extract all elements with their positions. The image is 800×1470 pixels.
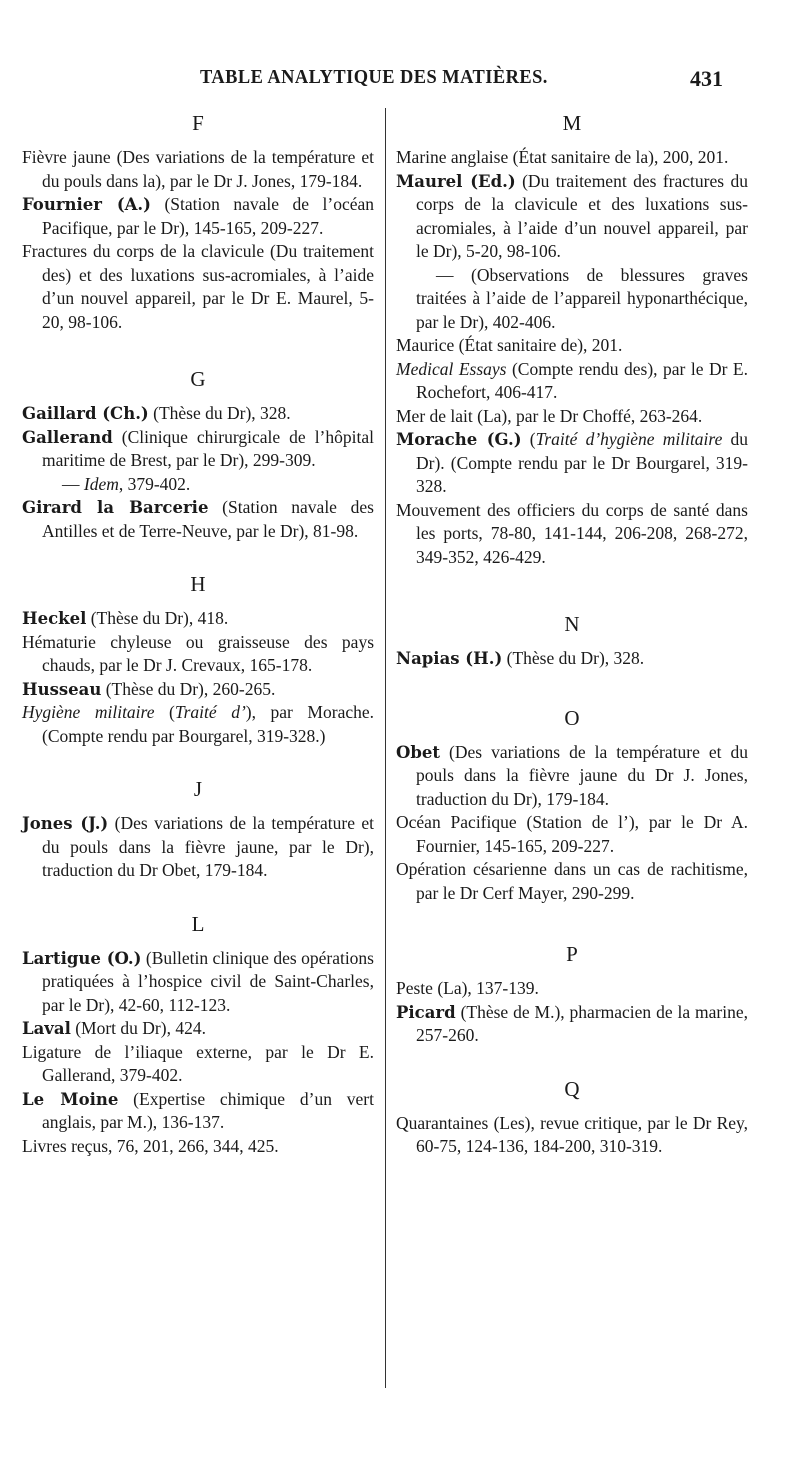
index-entry: Marine anglaise (État sanitaire de la), 200, 201. <box>396 147 729 167</box>
index-entry: Quarantaines (Les), revue critique, par le Dr Rey, 60-75, 124-136, 184-200, 310-319. <box>396 1112 748 1156</box>
section-letter-q: Q <box>564 1076 580 1101</box>
index-entry: Ligature de l’iliaque externe, par le Dr E. Gallerand, 379-402. <box>22 1041 374 1085</box>
section-letter-o: O <box>564 705 580 730</box>
index-entry: Fournier (A.) (Station navale de l’océan Pacifique, par le Dr), 145-165, 209-227. <box>22 194 374 238</box>
section-letter-m: M <box>562 111 582 135</box>
section-letter-h: H <box>190 572 206 596</box>
section-letter-f: F <box>192 111 204 135</box>
index-entry: Mer de lait (La), par le Dr Choffé, 263-264. <box>396 405 703 426</box>
index-entry: Girard la Barcerie (Station navale des Antilles et de Terre-Neuve, par le Dr), 81-98. <box>22 497 374 541</box>
index-entry: Opération césarienne dans un cas de rachitisme, par le Dr Cerf Mayer, 290-299. <box>396 859 748 903</box>
index-entry: Heckel (Thèse du Dr), 418. <box>22 608 229 628</box>
page-title: TABLE ANALYTIQUE DES MATIÈRES. <box>200 66 548 88</box>
index-entry: — Idem, 379-402. <box>62 473 191 494</box>
index-entry: Océan Pacifique (Station de l’), par le Dr A. Fournier, 145-165, 209-227. <box>396 812 748 856</box>
index-entry: Hygiène militaire (Traité d’), par Morache. (Compte rendu par Bourgarel, 319-328.) <box>22 702 374 746</box>
index-entry: Gallerand (Clinique chirurgicale de l’hôpital maritime de Brest, par le Dr), 299-309. <box>22 426 374 470</box>
section-letter-g: G <box>190 367 206 391</box>
index-entry: Napias (H.) (Thèse du Dr), 328. <box>396 648 645 668</box>
index-entry: Fractures du corps de la clavicule (Du traitement des) et des luxations sus-acromiales, à l’aide d’un nouvel appareil, par le Dr E. Maurel, 5-20, 98-106. <box>22 241 374 332</box>
index-entry: Maurice (État sanitaire de), 201. <box>396 335 623 355</box>
index-entry: Peste (La), 137-139. <box>396 978 539 998</box>
section-letter-l: L <box>191 911 205 936</box>
index-entry: Mouvement des officiers du corps de santé dans les ports, 78-80, 141-144, 206-208, 268-272, 349-352, 426-429. <box>396 499 748 567</box>
section-letter-j: J <box>193 777 203 801</box>
index-entry: Laval (Mort du Dr), 424. <box>22 1018 206 1038</box>
index-entry: Morache (G.) (Traité d’hygiène militaire du Dr). (Compte rendu par le Dr Bourgarel, 319-328. <box>396 429 749 496</box>
index-entry: Hématurie chyleuse ou graisseuse des pays chauds, par le Dr J. Crevaux, 165-178. <box>22 631 374 675</box>
index-entry: Picard (Thèse de M.), pharmacien de la marine, 257-260. <box>396 1001 748 1045</box>
section-letter-n: N <box>564 612 580 636</box>
page-number: 431 <box>690 66 723 91</box>
column-divider <box>385 108 386 1388</box>
index-entry: Gaillard (Ch.) (Thèse du Dr), 328. <box>22 403 291 423</box>
index-entry: Livres reçus, 76, 201, 266, 344, 425. <box>22 1135 279 1156</box>
index-entry: Obet (Des variations de la température et du pouls dans la fièvre jaune du Dr J. Jones, traduction du Dr), 179-184. <box>396 741 748 809</box>
index-entry: Fièvre jaune (Des variations de la température et du pouls dans la), par le Dr J. Jones, 179-184. <box>22 147 374 191</box>
index-entry: Husseau (Thèse du Dr), 260-265. <box>22 678 276 699</box>
page-header <box>0 66 800 100</box>
right-column <box>396 108 748 1159</box>
index-entry: Maurel (Ed.) (Du traitement des fractures du corps de la clavicule et des luxations sus-acromiales, à l’aide d’un nouvel appareil, par le Dr), 5-20, 98-106. <box>396 170 748 261</box>
index-entry: — (Observations de blessures graves traitées à l’aide de l’appareil hyponarthécique, par le Dr), 402-406. <box>416 264 748 332</box>
index-entry: Le Moine (Expertise chimique d’un vert anglais, par M.), 136-137. <box>22 1088 374 1132</box>
left-column <box>22 108 374 1158</box>
index-entry: Jones (J.) (Des variations de la température et du pouls dans la fièvre jaune, par le Dr), traduction du Dr Obet, 179-184. <box>22 813 374 880</box>
index-entry: Lartigue (O.) (Bulletin clinique des opérations pratiquées à l’hospice civil de Saint-Charles, par le Dr), 42-60, 112-123. <box>22 947 374 1015</box>
section-letter-p: P <box>566 942 578 966</box>
index-entry: Medical Essays (Compte rendu des), par le Dr E. Rochefort, 406-417. <box>396 358 748 402</box>
